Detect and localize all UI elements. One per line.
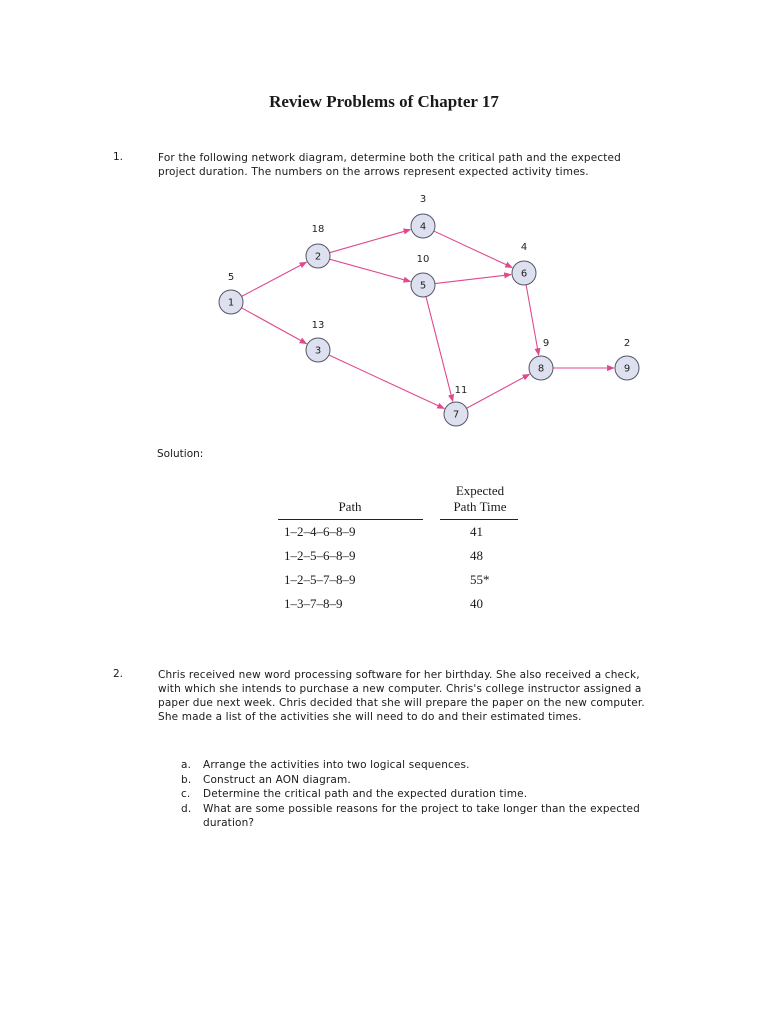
edge-5-6: [435, 275, 511, 284]
activity-time-label: 3: [419, 194, 427, 205]
node-9: [615, 356, 639, 380]
list-item-text: What are some possible reasons for the project to take longer than the expected duration?: [203, 802, 640, 829]
question-1-paragraph: For the following network diagram, determine both the critical path and the expected project duration. The numbers on the arrows represent expected activity times.: [158, 152, 621, 178]
node-label: 2: [314, 251, 322, 263]
activity-time-label: 11: [454, 385, 468, 396]
edge-4-6: [434, 231, 512, 267]
edge-1-3: [242, 308, 307, 344]
list-item-letter: a.: [181, 759, 192, 771]
node-label: 4: [419, 221, 427, 233]
node-label: 7: [452, 409, 460, 421]
activity-time-label: 13: [311, 320, 325, 331]
question-2-text: [158, 668, 656, 724]
list-item: [181, 758, 641, 773]
table-cell-time: 55*: [470, 572, 490, 587]
node-label: 8: [537, 363, 545, 375]
question-2-number: 2.: [113, 668, 124, 680]
list-item: [181, 773, 641, 788]
table-rule-time: [440, 519, 518, 520]
question-1-number: 1.: [113, 151, 124, 163]
node-5: [411, 273, 435, 297]
table-rule-path: [278, 519, 423, 520]
node-7: [444, 402, 468, 426]
table-header-time-line1: Expected: [455, 483, 505, 498]
list-item: [181, 787, 641, 802]
node-label: 3: [314, 345, 322, 357]
network-diagram: [0, 0, 768, 450]
activity-time-label: 5: [227, 272, 235, 283]
node-label: 5: [419, 280, 427, 292]
table-cell-path: 1–2–4–6–8–9: [284, 524, 356, 539]
activity-time-label: 10: [416, 254, 430, 265]
table-cell-path: 1–3–7–8–9: [284, 596, 343, 611]
table-header-path: Path: [338, 499, 362, 514]
node-2: [306, 244, 330, 268]
edge-2-5: [330, 259, 411, 281]
edge-6-8: [526, 285, 539, 355]
table-cell-path: 1–2–5–6–8–9: [284, 548, 356, 563]
edge-7-8: [467, 374, 530, 408]
list-item-letter: b.: [181, 773, 192, 786]
question-2-list: [181, 758, 641, 831]
node-8: [529, 356, 553, 380]
solution-label: Solution:: [157, 448, 204, 460]
node-label: 6: [520, 268, 528, 280]
edge-5-7: [426, 297, 453, 402]
table-header-time-line2: Path Time: [453, 499, 507, 514]
activity-time-label: 2: [623, 338, 631, 349]
edge-2-4: [330, 230, 411, 253]
node-1: [219, 290, 243, 314]
node-label: 9: [623, 363, 631, 375]
page-title: Review Problems of Chapter 17: [269, 92, 499, 111]
list-item-text: Construct an AON diagram.: [203, 773, 351, 786]
list-item-letter: d.: [181, 802, 192, 815]
activity-time-label: 9: [542, 338, 550, 349]
node-label: 1: [227, 297, 235, 309]
activity-time-label: 4: [520, 242, 528, 253]
table-cell-time: 48: [470, 548, 483, 563]
table-cell-time: 40: [470, 596, 483, 611]
table-cell-path: 1–2–5–7–8–9: [284, 572, 356, 587]
list-item-letter: c.: [181, 788, 191, 800]
node-3: [306, 338, 330, 362]
node-4: [411, 214, 435, 238]
edge-3-7: [329, 355, 444, 408]
node-6: [512, 261, 536, 285]
question-2-paragraph: Chris received new word processing software for her birthday. She also received a check, with which she intends to purchase a new computer. Chris's college instructor assigned a paper due next week. Chris decided that she will prepare the paper on the new computer. She made a list of the activities she will need to do and their estimated times.: [158, 669, 645, 723]
edge-1-2: [242, 262, 307, 296]
list-item-text: Determine the critical path and the expected duration time.: [203, 788, 528, 800]
table-cell-time: 41: [470, 524, 483, 539]
activity-time-label: 18: [311, 224, 325, 235]
list-item: [181, 802, 641, 831]
list-item-text: Arrange the activities into two logical sequences.: [203, 759, 470, 771]
